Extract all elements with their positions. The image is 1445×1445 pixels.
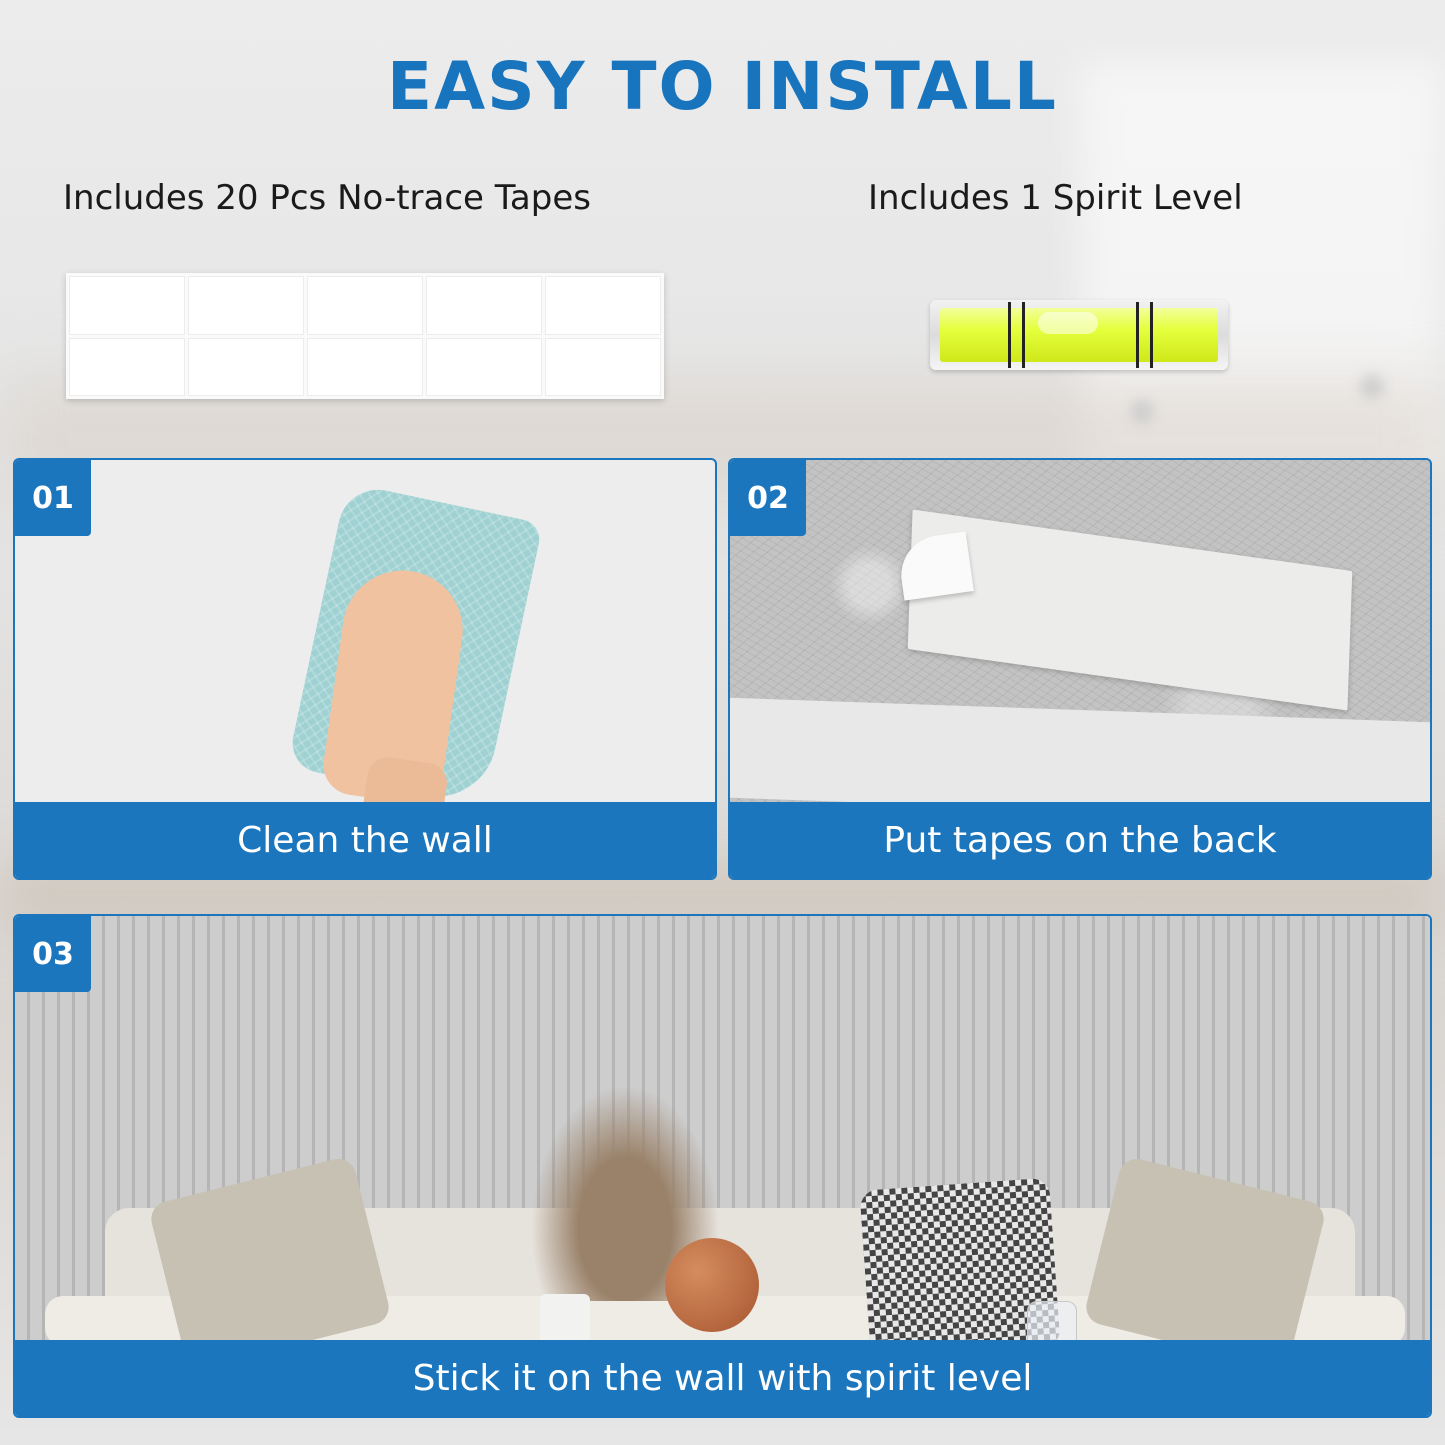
step-1-panel [13, 458, 717, 880]
tape [307, 338, 423, 397]
step-2-panel [728, 458, 1432, 880]
step-caption: Put tapes on the back [730, 802, 1430, 878]
tape [188, 338, 304, 397]
tape [426, 276, 542, 335]
tapes-label: Includes 20 Pcs No-trace Tapes [63, 178, 591, 218]
step-number: 02 [730, 460, 806, 536]
tape [69, 276, 185, 335]
step-number: 01 [15, 460, 91, 536]
spirit-level-label: Includes 1 Spirit Level [868, 178, 1243, 218]
step-3-panel [13, 914, 1432, 1418]
tape [188, 276, 304, 335]
no-trace-tapes-image [66, 273, 664, 399]
step-caption: Clean the wall [15, 802, 715, 878]
step-number: 03 [15, 916, 91, 992]
tape [545, 276, 661, 335]
tape [426, 338, 542, 397]
step-caption: Stick it on the wall with spirit level [15, 1340, 1430, 1416]
ball [665, 1238, 759, 1332]
tape [545, 338, 661, 397]
page-title: EASY TO INSTALL [387, 48, 1058, 125]
tape [69, 338, 185, 397]
tape [307, 276, 423, 335]
spirit-level-image [930, 300, 1228, 370]
